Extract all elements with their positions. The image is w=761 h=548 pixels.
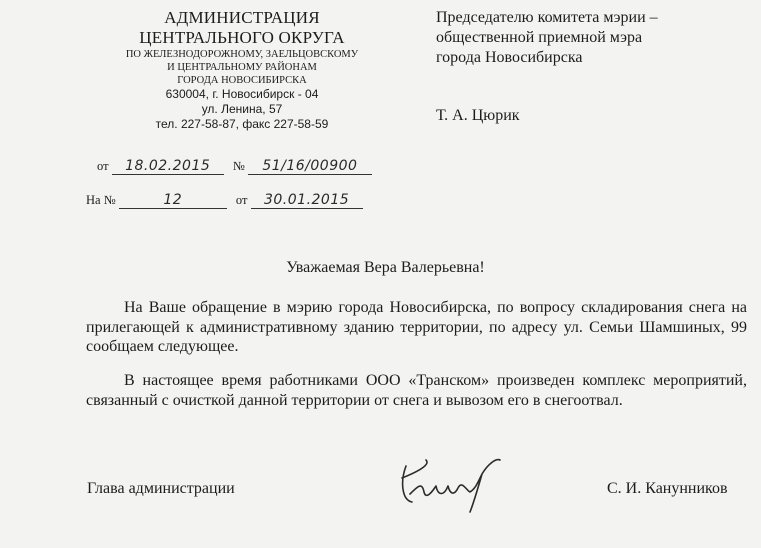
paragraph-2 [86, 371, 747, 410]
reply-date: 30.01.2015 [251, 192, 363, 209]
addressee-block [436, 8, 756, 126]
outgoing-number: 51/16/00900 [248, 158, 372, 175]
reply-registration-line [86, 192, 363, 209]
reply-number: 12 [119, 192, 227, 209]
org-name-line2: ЦЕНТРАЛЬНОГО ОКРУГА [139, 28, 345, 47]
outgoing-registration-line [97, 158, 372, 175]
addressee-line3: города Новосибирска [436, 49, 583, 66]
postal-address: 630004, г. Новосибирск - 04 [165, 87, 319, 101]
signatory-name: С. И. Канунников [607, 480, 728, 497]
org-subtitle-line3: ГОРОДА НОВОСИБИРСКА [177, 75, 307, 86]
addressee-line2: общественной приемной мэра [436, 29, 643, 46]
reply-number-label: На № [86, 193, 116, 207]
sender-block [92, 8, 392, 132]
salutation: Уважаемая Вера Валерьевна! [286, 259, 485, 276]
street-address: ул. Ленина, 57 [201, 102, 283, 116]
date-label: от [97, 159, 109, 173]
phone-fax: тел. 227-58-87, факс 227-58-59 [155, 117, 329, 131]
paragraph-2-text: В настоящее время работниками ООО «Транском» произведен комплекс мероприятий, связанный с очисткой данной территории от снега и вывозом его в снегоотвал. [86, 372, 747, 409]
number-label: № [232, 159, 245, 173]
reply-date-label: от [235, 193, 248, 207]
org-name-line1: АДМИНИСТРАЦИЯ [164, 8, 320, 27]
addressee-line1: Председателю комитета мэрии – [436, 9, 658, 26]
outgoing-date: 18.02.2015 [112, 158, 224, 175]
org-subtitle-line1: ПО ЖЕЛЕЗНОДОРОЖНОМУ, ЗАЕЛЬЦОВСКОМУ [125, 49, 359, 60]
handwritten-signature [392, 452, 512, 514]
paragraph-1-text: На Ваше обращение в мэрию города Новосибирска, по вопросу складирования снега на прилегающей к административному зданию территории, по адресу ул. Семьи Шамшиных, 99 сообщаем следующее. [86, 299, 747, 355]
paragraph-1 [86, 298, 747, 357]
org-subtitle-line2: И ЦЕНТРАЛЬНОМУ РАЙОНАМ [167, 62, 317, 73]
signatory-title: Глава администрации [87, 480, 235, 497]
addressee-name: Т. А. Цюрик [436, 107, 520, 124]
